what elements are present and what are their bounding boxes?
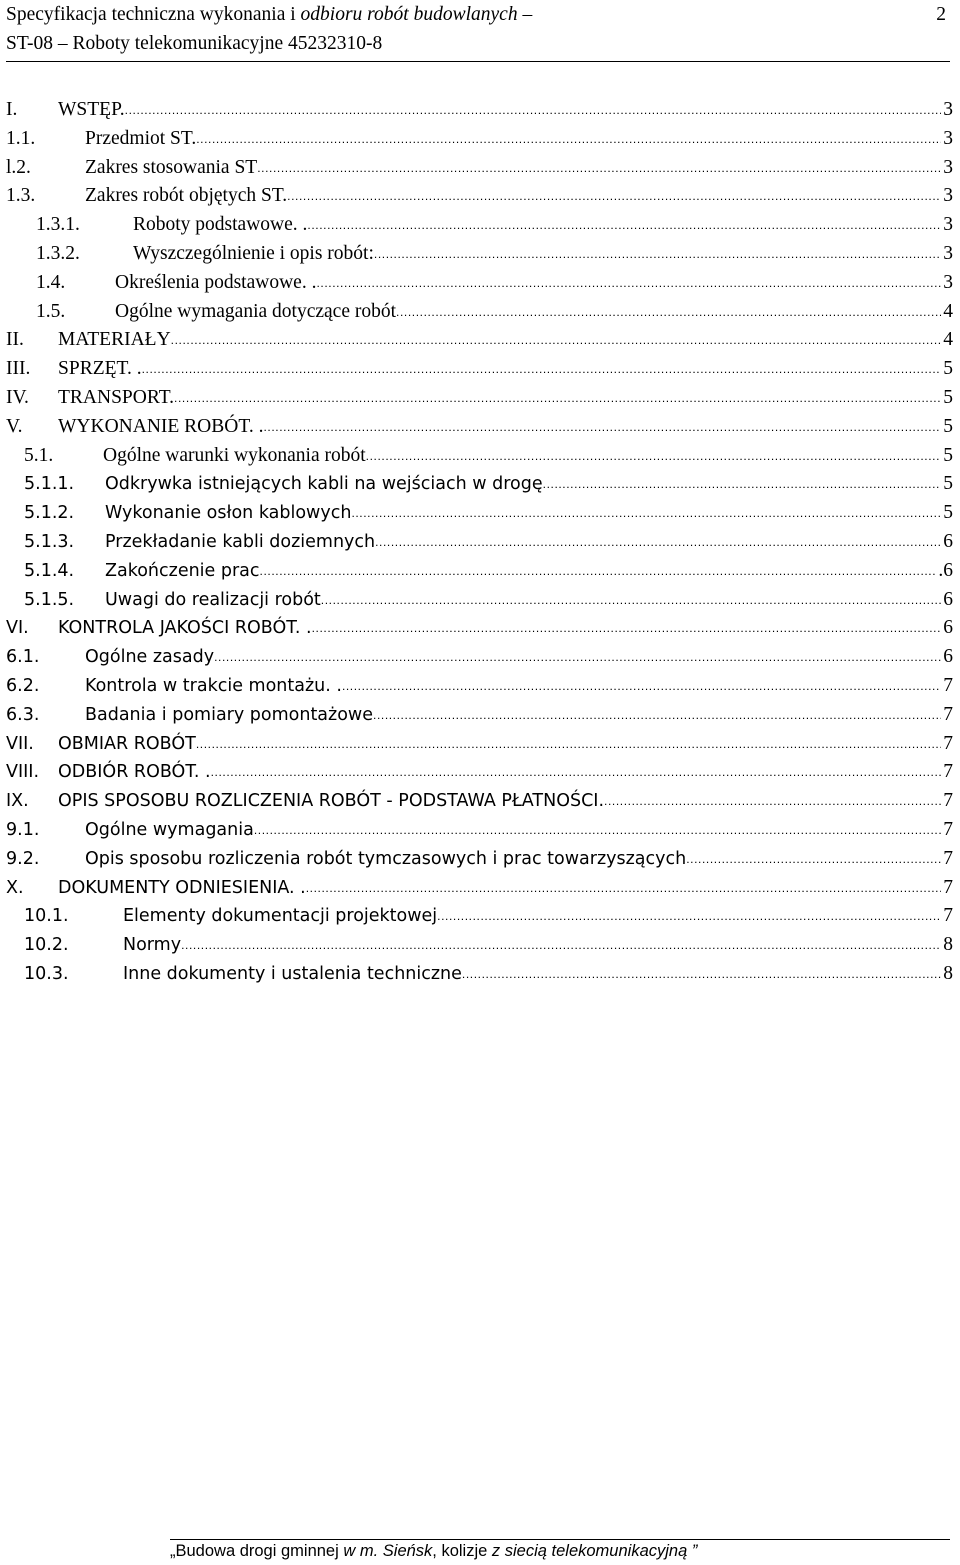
toc-entry-number: IX. xyxy=(6,791,29,812)
toc-dot-leader xyxy=(321,586,941,615)
header-line-1 xyxy=(6,0,950,29)
toc-entry-number: 1.3.1. xyxy=(36,214,80,236)
toc-entry-number: 5.1.5. xyxy=(24,589,75,610)
toc-entry-page: 3 xyxy=(943,99,953,120)
toc-dot-leader xyxy=(462,960,941,989)
toc-entry-page: 3 xyxy=(943,156,953,178)
toc-dot-leader xyxy=(287,182,941,211)
toc-dot-leader xyxy=(196,125,941,154)
toc-entry-number: 5.1.3. xyxy=(24,531,75,552)
toc-entry-title: Ogólne warunki wykonania robót xyxy=(103,444,366,466)
toc-entry-title: Wykonanie osłon kablowych xyxy=(105,503,352,524)
toc-entry-title: Zakończenie prac xyxy=(105,560,260,581)
toc-entry-title: Uwagi do realizacji robót xyxy=(105,589,321,610)
toc-entry-number: 10.2. xyxy=(24,935,69,956)
toc-entry[interactable] xyxy=(6,902,953,931)
toc-dot-leader xyxy=(396,298,941,327)
toc-entry-title: Określenia podstawowe. . xyxy=(115,271,317,293)
toc-entry-page: 7 xyxy=(943,761,953,783)
toc-entry-page: 4 xyxy=(943,300,953,322)
toc-entry-title: Ogólne wymagania dotyczące robót xyxy=(115,300,397,322)
toc-dot-leader xyxy=(604,787,941,816)
toc-entry-title: Zakres stosowania ST xyxy=(85,156,258,178)
toc-entry-page: 7 xyxy=(943,876,953,898)
toc-entry[interactable] xyxy=(6,413,953,442)
toc-dot-leader xyxy=(375,528,941,557)
toc-entry-number: 9.2. xyxy=(6,848,40,869)
toc-entry-title: TRANSPORT. xyxy=(58,386,175,408)
toc-entry-title: KONTROLA JAKOŚCI ROBÓT. . xyxy=(58,618,312,639)
toc-entry-number: III. xyxy=(6,358,31,380)
toc-entry-page: 7 xyxy=(943,818,953,840)
toc-entry-title: OPIS SPOSOBU ROZLICZENIA ROBÓT - PODSTAWA PŁATNOŚCI. xyxy=(58,791,605,812)
toc-dot-leader xyxy=(214,643,941,672)
toc-dot-leader xyxy=(260,557,937,586)
toc-entry-number: 5.1. xyxy=(24,444,54,466)
toc-entry-page: 5 xyxy=(943,415,953,437)
toc-entry-page: 5 xyxy=(943,502,953,524)
toc-entry-page: 8 xyxy=(943,934,953,956)
footer-middle: , kolizje xyxy=(432,1542,488,1560)
toc-entry-title: Zakres robót objętych ST. xyxy=(85,185,288,207)
toc-entry-number: 5.1.2. xyxy=(24,503,75,524)
toc-entry-title: Roboty podstawowe. . xyxy=(133,214,308,236)
toc-entry-number: VIII. xyxy=(6,762,40,783)
toc-dot-leader xyxy=(174,384,941,413)
toc-entry-page: 5 xyxy=(943,444,953,466)
toc-entry-number: V. xyxy=(6,415,23,437)
toc-entry-number: l.2. xyxy=(6,156,31,178)
toc-entry[interactable] xyxy=(6,470,953,499)
toc-dot-leader xyxy=(263,413,941,442)
toc-entry-number: 5.1.1. xyxy=(24,474,75,495)
toc-entry-title: Kontrola w trakcie montażu. . xyxy=(85,675,342,696)
toc-dot-leader xyxy=(142,355,942,384)
toc-entry[interactable] xyxy=(6,528,953,557)
toc-dot-leader xyxy=(374,240,941,269)
toc-entry-page: 3 xyxy=(943,242,953,264)
toc-entry-title: Odkrywka istniejących kabli na wejściach w drogę xyxy=(105,474,543,495)
toc-entry-number: 6.3. xyxy=(6,704,40,725)
toc-entry[interactable] xyxy=(6,672,953,701)
toc-entry-page: 7 xyxy=(943,732,953,754)
toc-entry-number: 6.1. xyxy=(6,647,40,668)
toc-entry-page: 7 xyxy=(943,703,953,725)
footer-prefix: „Budowa drogi gminnej xyxy=(170,1542,339,1560)
toc-entry-title: Wyszczególnienie i opis robót: xyxy=(133,242,374,264)
toc-entry[interactable] xyxy=(6,96,953,125)
toc-entry-number: 1.3. xyxy=(6,185,36,207)
toc-entry-page: 3 xyxy=(943,271,953,293)
toc-entry-title: Ogólne wymagania xyxy=(85,819,254,840)
toc-entry-number: I. xyxy=(6,99,18,120)
toc-entry[interactable] xyxy=(6,499,953,528)
toc-entry-number: 10.1. xyxy=(24,906,69,927)
toc-entry[interactable] xyxy=(6,730,953,759)
toc-entry[interactable] xyxy=(6,787,953,816)
toc-entry-title: Przekładanie kabli doziemnych xyxy=(105,531,376,552)
toc-entry-title: ODBIÓR ROBÓT. . xyxy=(58,762,211,783)
toc-entry-number: 5.1.4. xyxy=(24,560,75,581)
toc-dot-leader xyxy=(437,902,941,931)
toc-entry-number: 10.3. xyxy=(24,963,69,984)
toc-entry-number: IV. xyxy=(6,386,29,408)
header-title-italic: odbioru robót budowlanych – xyxy=(300,4,533,25)
toc-entry-number: II. xyxy=(6,329,24,351)
toc-entry[interactable] xyxy=(6,874,953,903)
toc-entry[interactable] xyxy=(6,355,953,384)
toc-entry[interactable] xyxy=(6,758,953,787)
toc-entry-title: Inne dokumenty i ustalenia techniczne xyxy=(123,963,462,984)
toc-dot-leader xyxy=(211,758,942,787)
toc-entry-number: VII. xyxy=(6,733,34,754)
toc-entry[interactable] xyxy=(6,125,953,154)
toc-dot-leader xyxy=(366,442,942,471)
toc-dot-leader xyxy=(306,874,942,903)
toc-entry-page: 5 xyxy=(943,386,953,408)
toc-entry-title: Elementy dokumentacji projektowej xyxy=(123,906,438,927)
toc-entry-title: OBMIAR ROBÓT xyxy=(58,733,196,754)
toc-entry-number: 1.5. xyxy=(36,300,66,322)
table-of-contents xyxy=(6,96,953,989)
toc-dot-leader xyxy=(312,614,942,643)
toc-dot-leader xyxy=(351,499,941,528)
toc-entry-page: 7 xyxy=(943,790,953,812)
toc-entry-title: DOKUMENTY ODNIESIENIA. . xyxy=(58,877,306,898)
header-title: Specyfikacja techniczna wykonania i xyxy=(6,4,296,25)
toc-entry-title: WYKONANIE ROBÓT. . xyxy=(58,415,264,437)
toc-entry-number: 1.4. xyxy=(36,271,66,293)
toc-entry[interactable] xyxy=(6,557,953,586)
toc-entry-page: 6 xyxy=(943,588,953,610)
toc-entry-page: 6 xyxy=(943,530,953,552)
footer-end: z siecią telekomunikacyjną ” xyxy=(491,1542,698,1560)
toc-entry-title: Przedmiot ST. xyxy=(85,127,197,149)
toc-entry[interactable] xyxy=(6,816,953,845)
toc-dot-leader xyxy=(316,269,941,298)
toc-entry-page: 3 xyxy=(943,127,953,149)
toc-dot-leader xyxy=(125,96,942,125)
toc-entry-title: Badania i pomiary pomontażowe xyxy=(85,704,374,725)
toc-entry-number: X. xyxy=(6,877,24,898)
toc-entry[interactable] xyxy=(6,960,953,989)
toc-entry-page: 5 xyxy=(943,358,953,380)
toc-entry-page: 7 xyxy=(943,674,953,696)
toc-dot-leader xyxy=(543,470,942,499)
toc-entry[interactable] xyxy=(6,182,953,211)
toc-dot-leader xyxy=(342,672,941,701)
toc-entry-title: Opis sposobu rozliczenia robót tymczasowych i prac towarzyszących xyxy=(85,848,687,869)
page-footer xyxy=(170,1542,950,1561)
toc-entry[interactable] xyxy=(6,211,953,240)
toc-entry[interactable] xyxy=(6,701,953,730)
toc-entry-title: WSTĘP. xyxy=(58,99,125,120)
toc-entry-title: MATERIAŁY xyxy=(58,329,171,351)
toc-dot-leader xyxy=(373,701,941,730)
toc-entry[interactable] xyxy=(6,845,953,874)
footer-location: w m. Sieńsk xyxy=(343,1542,433,1560)
toc-entry[interactable] xyxy=(6,298,953,327)
toc-entry-page: 3 xyxy=(943,214,953,236)
toc-entry-page: 7 xyxy=(943,905,953,927)
toc-entry[interactable] xyxy=(6,154,953,183)
toc-entry[interactable] xyxy=(6,442,953,471)
toc-entry-page: 6 xyxy=(943,617,953,639)
toc-entry-page: .6 xyxy=(938,559,953,581)
toc-entry-number: 1.1. xyxy=(6,127,36,149)
toc-entry-number: 6.2. xyxy=(6,675,40,696)
toc-entry[interactable] xyxy=(6,240,953,269)
toc-entry[interactable] xyxy=(6,586,953,615)
toc-dot-leader xyxy=(196,730,941,759)
header-line-2: ST-08 – Roboty telekomunikacyjne 45232310-8 xyxy=(6,33,383,54)
toc-entry-page: 7 xyxy=(943,847,953,869)
toc-dot-leader xyxy=(171,326,942,355)
toc-entry-title: Normy xyxy=(123,935,182,956)
toc-entry[interactable] xyxy=(6,931,953,960)
toc-dot-leader xyxy=(181,931,941,960)
toc-dot-leader xyxy=(686,845,941,874)
toc-entry-number: 1.3.2. xyxy=(36,242,80,264)
toc-entry-title: SPRZĘT. . xyxy=(58,358,142,380)
toc-entry-number: VI. xyxy=(6,618,29,639)
toc-entry[interactable] xyxy=(6,326,953,355)
toc-entry-number: 9.1. xyxy=(6,819,40,840)
toc-entry[interactable] xyxy=(6,643,953,672)
toc-entry-page: 8 xyxy=(943,962,953,984)
toc-entry-page: 3 xyxy=(943,185,953,207)
page-header xyxy=(6,0,950,58)
header-page-number: 2 xyxy=(936,4,946,25)
toc-entry-title: Ogólne zasady xyxy=(85,647,215,668)
header-rule xyxy=(6,61,950,62)
toc-dot-leader xyxy=(254,816,941,845)
toc-entry[interactable] xyxy=(6,614,953,643)
toc-entry[interactable] xyxy=(6,269,953,298)
toc-dot-leader xyxy=(307,211,941,240)
toc-dot-leader xyxy=(257,154,941,183)
toc-entry[interactable] xyxy=(6,384,953,413)
footer-rule xyxy=(170,1539,950,1540)
toc-entry-page: 6 xyxy=(943,646,953,668)
toc-entry-page: 4 xyxy=(943,329,953,351)
toc-entry-page: 5 xyxy=(943,473,953,495)
